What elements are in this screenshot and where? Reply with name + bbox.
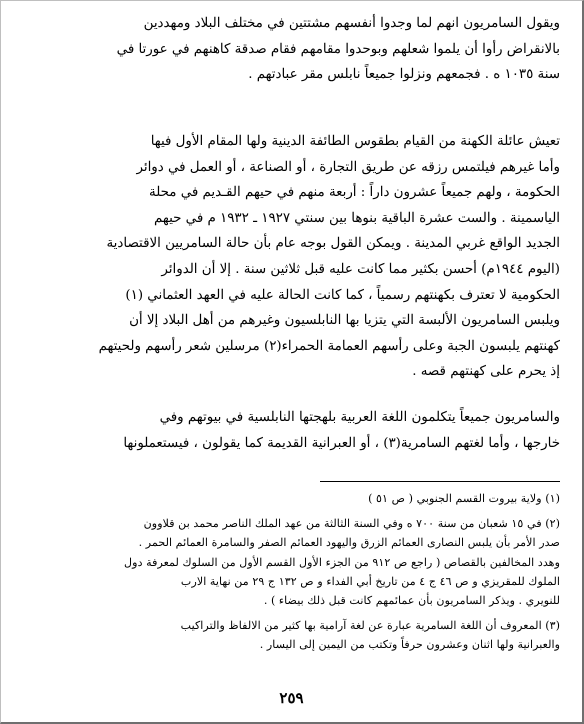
text-line: سنة ١٠٣٥ ه . فجمعهم ونزلوا جميعاً نابلس مقر عبادتهم . [248, 67, 560, 83]
footnote-2-line: وهدد المخالفين بالقصاص ( راجع ص ٩١٢ من الجزء الأول القسم الأول من السلوك لمعرفة دول [124, 555, 560, 569]
text-line: الحكومية لا تعترف بكهنتهم رسمياً ، كما كانت الحالة عليه في العهد العثماني (١) [125, 287, 560, 303]
footnote-2-line: الملوك للمقريزي و ص ٤٦ ج ٤ من تاريخ أبي الفداء و ص ١٣٢ ج ٢٩ من نهاية الارب [180, 574, 560, 588]
text-line: (اليوم ١٩٤٤م) أحسن بكثير مما كانت عليه قبل ثلاثين سنة . إلا أن الدوائر [161, 261, 560, 277]
text-line: الحكومة ، ولهم جميعاً عشرون داراً : أربعة منهم في حيهم القـديم في محلة [149, 185, 560, 201]
text-line: بالانقراض رأوا أن يلموا شعلهم وبوحدوا مقامهم فقام صدقة كاهنهم في عورتا في [116, 41, 560, 57]
paragraph-priests-livelihood [35, 129, 560, 385]
page-number: ٢٥٩ [279, 689, 304, 707]
text-line: كهنتهم يلبسون الجبة وعلى رأسهم العمامة الحمراء(٢) مرسلين شعر رأسهم ولحيتهم [98, 338, 560, 354]
text-line: تعيش عائلة الكهنة من القيام بطقوس الطائفة الدينية ولها المقام الأول فيها [150, 134, 560, 149]
footnote-3: (٣) المعروف أن اللغة السامرية عبارة عن لغة آرامية بها كثير من الالفاظ والتراكيب [180, 619, 560, 633]
footnote-2-line: للنويري . ويذكر السامريون بأن عمائمهم كانت قبل ذلك بيضاء ) . [263, 594, 560, 608]
footnote-1: (١) ولاية بيروت القسم الجنوبي ( ص ٥١ ) [368, 492, 560, 505]
text-line: الجديد الواقع غربي المدينة . ويمكن القول بوجه عام بأن حالة السامريين الاقتصادية [106, 236, 560, 252]
paragraph-samaritans-origin [35, 11, 560, 88]
text-line: وأما غيرهم فيلتمس رزقه عن طريق التجارة ، أو الصناعة ، أو العمل في دوائر [136, 159, 560, 175]
paragraph-language [35, 405, 560, 456]
footnote-separator [320, 481, 560, 482]
text-line: ويقول السامريون انهم لما وجدوا أنفسهم مشتتين في مختلف البلاد ومهددين [143, 16, 560, 31]
footnote-2-line: صدر الأمر بأن يلبس النصارى العمائم الزرق واليهود العمائم الصفر والسامرة العمائم الحمر . [138, 536, 560, 550]
text-line: الياسمينة . والست عشرة الباقية بنوها بين سنتي ١٩٢٧ ـ ١٩٣٢ م في حيهم [154, 210, 560, 226]
text-line: إذ يحرم على كهنتهم قصه . [412, 364, 560, 380]
text-line: خارجها ، وأما لغتهم السامرية(٣) ، أو العبرانية القديمة كما يقولون ، فيستعملونها [123, 435, 560, 451]
text-line: ويلبس السامريون الألبسة التي يتزيا بها النابلسيون وغيرهم من أهل البلاد إلا أن [129, 313, 560, 329]
footnotes [35, 489, 560, 655]
text-line: والسامريون جميعاً يتكلمون اللغة العربية بلهجتها النابلسية في بيوتهم وفي [159, 410, 560, 425]
footnote-2: (٢) في ١٥ شعبان من سنة ٧٠٠ ه وفي السنة الثالثة من عهد الملك الناصر محمد بن قلاوون [143, 517, 560, 531]
footnote-3-line: والعبرانية ولها اثنان وعشرون حرفاً وتكتب من اليمين إلى اليسار . [259, 638, 560, 652]
